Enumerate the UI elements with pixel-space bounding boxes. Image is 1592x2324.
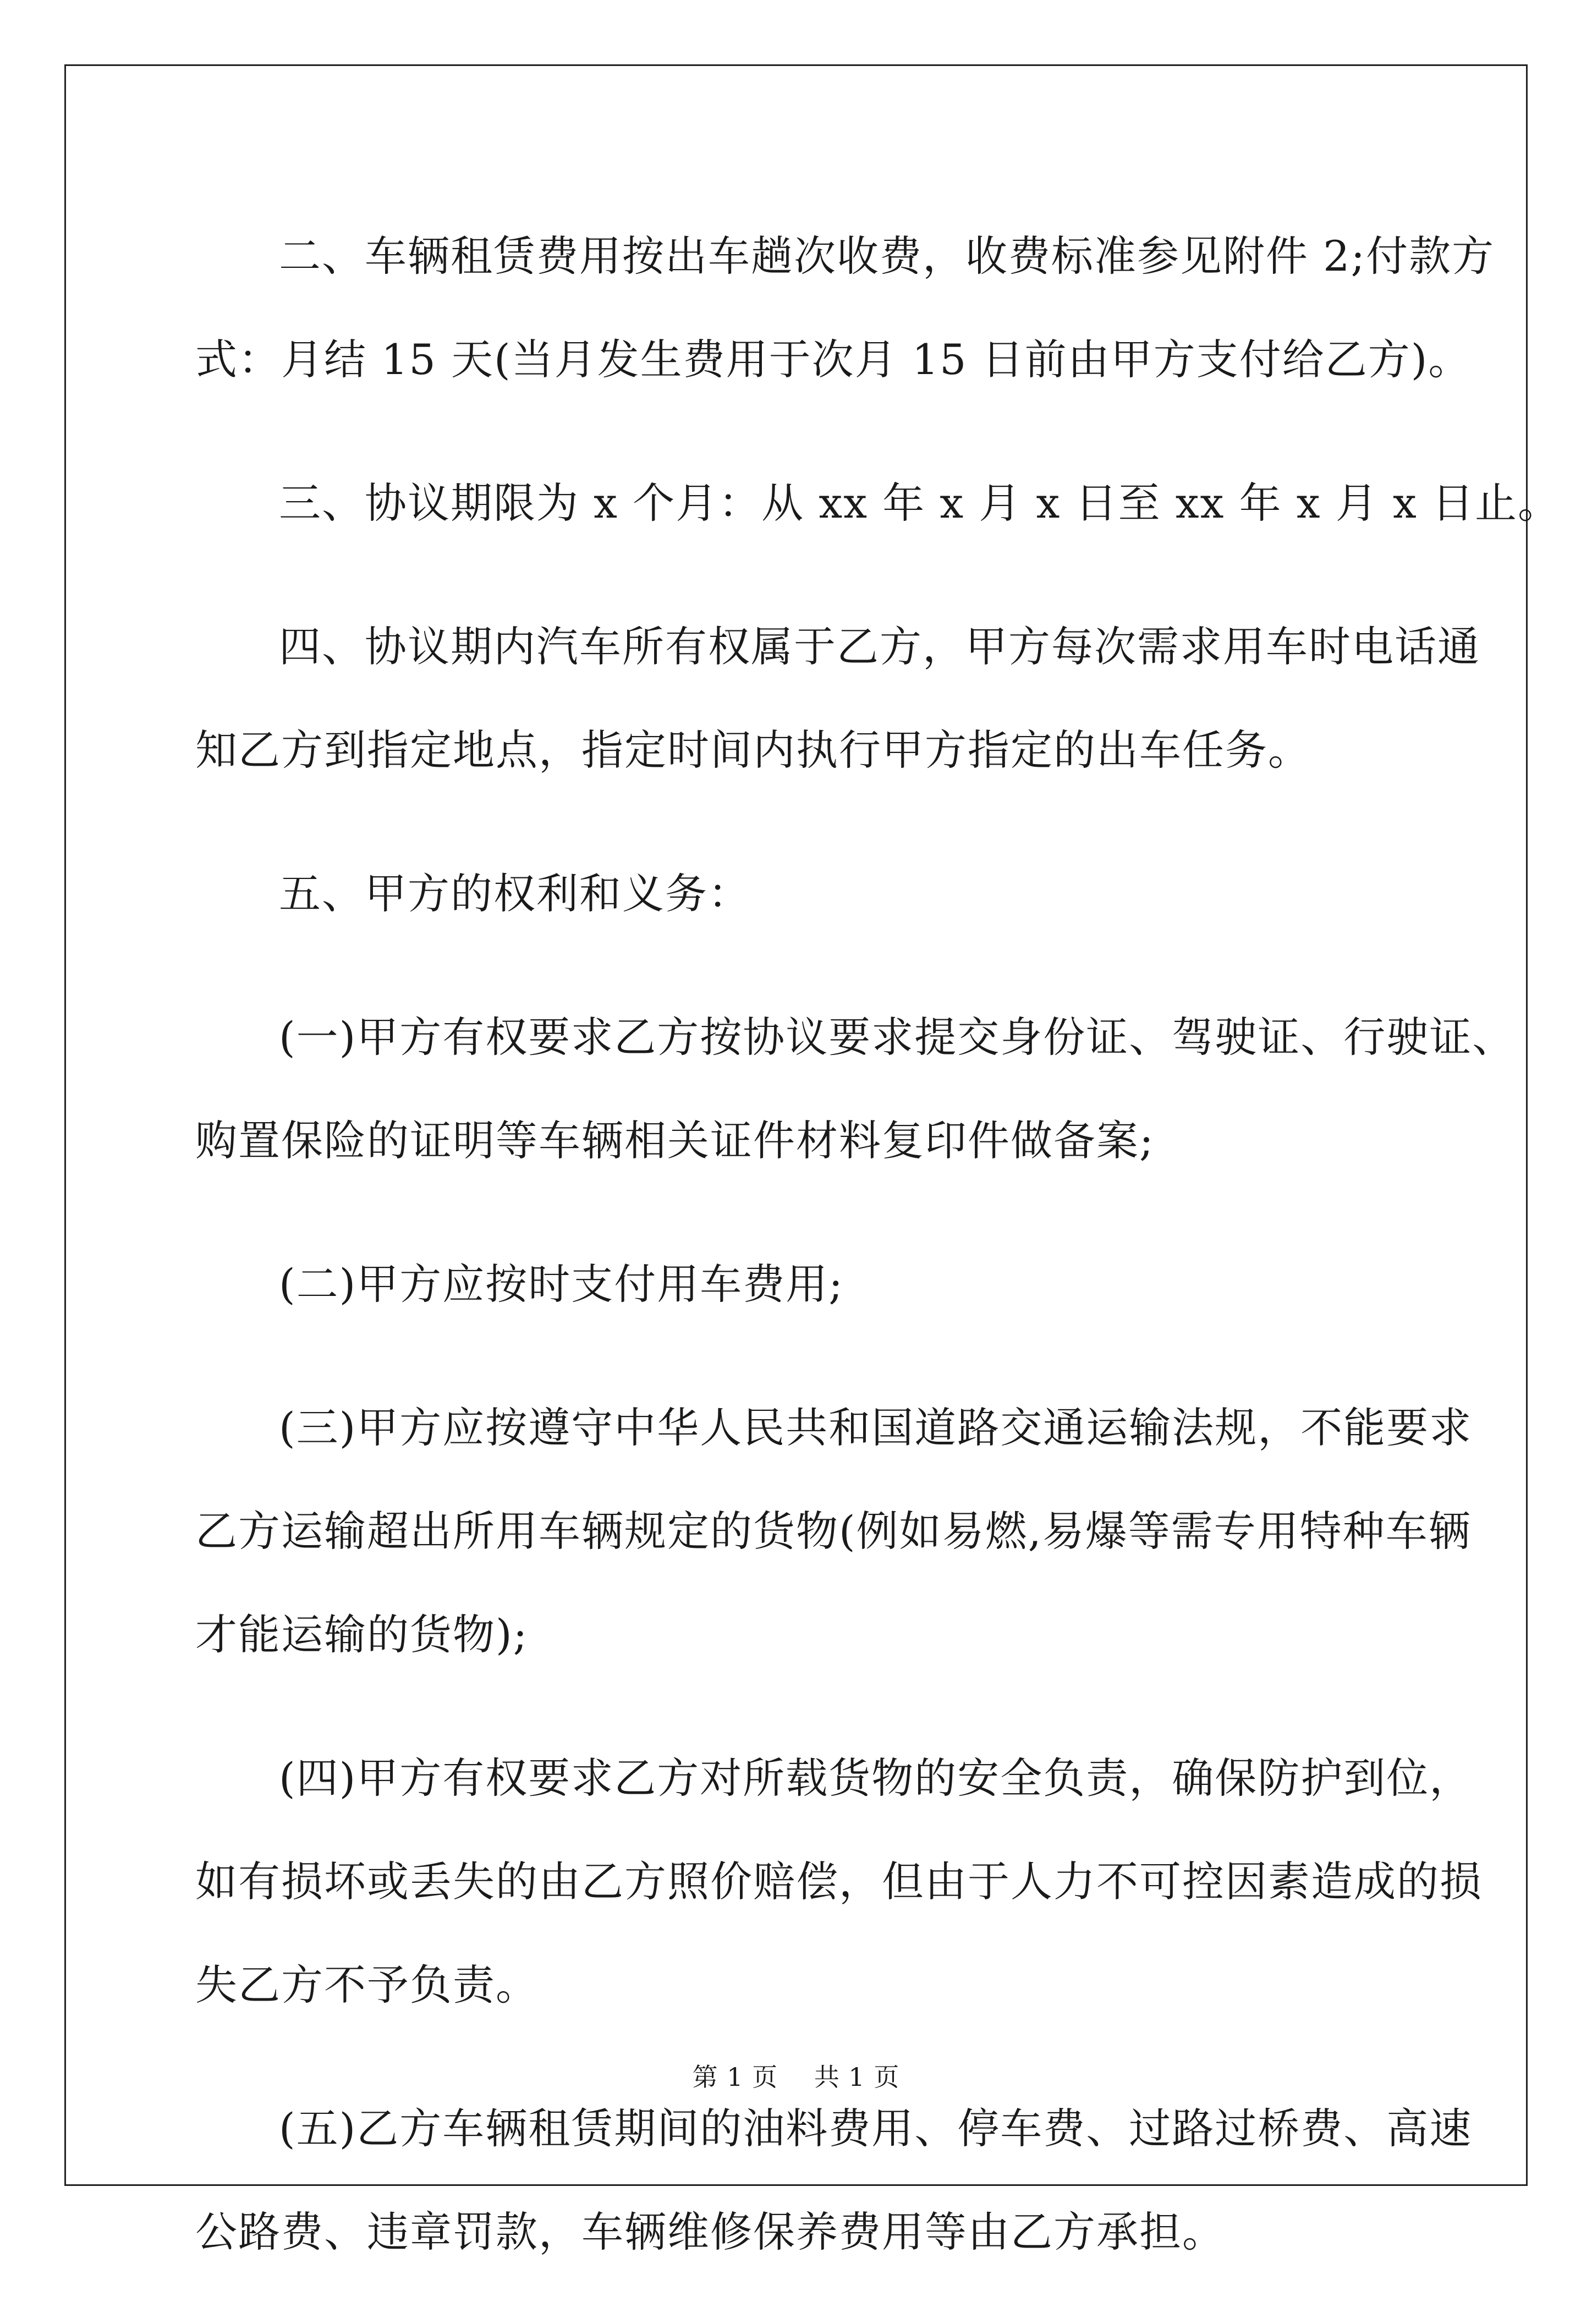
text-line: (四)甲方有权要求乙方对所载货物的安全负责，确保防护到位， [279,1754,1473,1803]
text-line: 公路费、违章罚款，车辆维修保养费用等由乙方承担。 [195,2207,1225,2256]
text-line: 四、协议期内汽车所有权属于乙方，甲方每次需求用车时电话通 [279,622,1480,671]
paragraph-item-3 [195,1376,1473,1686]
paragraph-clause-5-heading [195,842,1411,946]
text-line: 知乙方到指定地点，指定时间内执行甲方指定的出车任务。 [195,726,1311,774]
paragraph-item-5 [195,2077,1473,2284]
paragraph-item-1 [195,986,1516,1193]
text-line: (一)甲方有权要求乙方按协议要求提交身份证、驾驶证、行驶证、 [279,1013,1516,1062]
paragraph-item-4 [195,1727,1483,2037]
paragraph-clause-4 [195,595,1480,802]
document-body [195,205,1561,2324]
paragraph-clause-3 [195,452,1561,555]
text-line: 购置保险的证明等车辆相关证件材料复印件做备案; [195,1116,1155,1165]
page-footer [0,2057,1592,2094]
text-line: 二、车辆租赁费用按出车趟次收费，收费标准参见附件 2;付款方 [279,232,1495,281]
page-total: 共 1 页 [814,2062,900,2092]
text-line: 式：月结 15 天(当月发生费用于次月 15 日前由甲方支付给乙方)。 [195,335,1472,384]
text-line: (三)甲方应按遵守中华人民共和国道路交通运输法规，不能要求 [279,1403,1473,1452]
text-line: 如有损坏或丢失的由乙方照价赔偿，但由于人力不可控因素造成的损 [195,1857,1483,1906]
text-line: 乙方运输超出所用车辆规定的货物(例如易燃,易爆等需专用特种车辆 [195,1507,1472,1556]
paragraph-item-2 [195,1233,1411,1336]
text-line: 三、协议期限为 x 个月：从 xx 年 x 月 x 日至 xx 年 x 月 x 日止。 [279,479,1561,528]
paragraph-clause-2 [195,205,1495,411]
text-line: 才能运输的货物); [195,1610,529,1659]
text-line: (五)乙方车辆租赁期间的油料费用、停车费、过路过桥费、高速 [279,2104,1473,2153]
text-line: 五、甲方的权利和义务： [279,869,751,918]
text-line: (二)甲方应按时支付用车费用; [279,1260,844,1309]
text-line: 失乙方不予负责。 [195,1960,539,2009]
page-number: 第 1 页 [692,2062,778,2092]
